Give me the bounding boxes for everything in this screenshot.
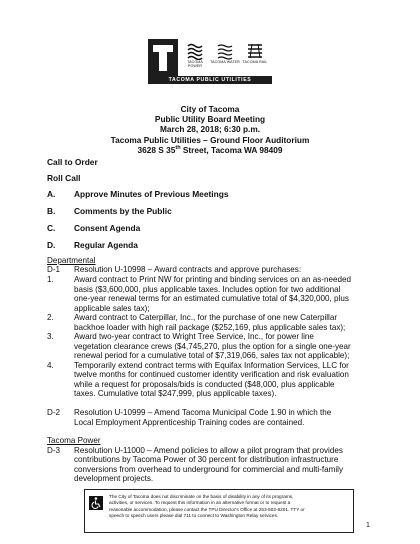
item-public-comments: Comments by the Public xyxy=(74,206,172,216)
departmental-heading: Departmental xyxy=(47,256,96,265)
notice-line: reasonable accommodation, please contact the TPU Director's Office at 253-502-8201. TTY or xyxy=(109,506,305,512)
sub-item-line: Temporarily extend contract terms with Equifax Information Services, LLC for xyxy=(74,360,349,370)
water-label: TACOMA WATER xyxy=(210,60,240,64)
notice-line: speech to speech users please dial 711 to connect to Washington Relay services. xyxy=(109,512,279,518)
sub-number: 3. xyxy=(47,332,54,341)
sub-item-line: Award contract to Caterpillar, Inc., for the purchase of one new Caterpillar xyxy=(74,313,338,322)
item-letter: C. xyxy=(47,223,56,233)
sub-number: 2. xyxy=(47,313,54,322)
water-logo xyxy=(210,39,240,76)
page-number: 1 xyxy=(366,522,370,529)
d1-title: Resolution U-10998 – Award contracts and approve purchases: xyxy=(74,265,302,274)
meeting-address: 3628 S 35th Street, Tacoma WA 98409 xyxy=(137,144,283,155)
item-letter: D. xyxy=(47,240,56,250)
sub-item-line: basis ($3,600,000, plus applicable taxes. Includes option for two additional xyxy=(74,284,341,294)
rail-label: TACOMA RAIL xyxy=(242,60,268,64)
call-to-order: Call to Order xyxy=(47,157,98,167)
sub-item-line: taxes. Cumulative total $247,999, plus applicable taxes). xyxy=(74,389,277,398)
accessibility-text xyxy=(109,494,349,519)
water-waves-icon xyxy=(216,42,234,60)
t-logo-mark xyxy=(148,39,178,76)
d3-label: D-3 xyxy=(47,445,61,455)
sub-item-line: one-year renewal terms for an estimated cumulative total of $4,320,000, plus xyxy=(74,294,349,303)
meeting-title: Public Utility Board Meeting xyxy=(154,114,266,125)
item-approve-minutes: Approve Minutes of Previous Meetings xyxy=(74,189,229,199)
d1-label: D-1 xyxy=(47,265,61,274)
rail-tracks-icon xyxy=(246,42,264,60)
rail-logo xyxy=(240,39,270,76)
sub-item-line: Award contract to Print NW for printing and binding services on an as-needed xyxy=(74,275,351,284)
d2-line: Resolution U-10999 – Amend Tacoma Municipal Code 1.90 in which the xyxy=(74,408,332,417)
item-regular-agenda: Regular Agenda xyxy=(74,240,138,250)
meeting-header xyxy=(0,104,420,155)
d2-label: D-2 xyxy=(47,408,61,417)
meeting-location: Tacoma Public Utilities – Ground Floor Auditorium xyxy=(110,134,310,145)
tacoma-power-heading: Tacoma Power xyxy=(47,436,101,445)
meeting-date: March 28, 2018; 6:30 p.m. xyxy=(159,124,261,135)
notice-line: activities, or services. To request this information in an alternative format or to request a xyxy=(109,500,291,506)
sub-item-line: while a request for proposals/bids is conducted ($48,000, plus applicable xyxy=(74,379,335,389)
d3-line: conversions from overhead to underground for commercial and multi-family xyxy=(74,464,344,474)
item-letter: A. xyxy=(47,189,56,199)
sub-number: 4. xyxy=(47,360,54,370)
d3-line: Resolution U-11000 – Amend policies to allow a pilot program that provides xyxy=(74,445,343,455)
wheelchair-icon xyxy=(89,496,103,510)
d3-line: contributions by Tacoma Power of 30 percent for distribution infrastructure xyxy=(74,455,339,464)
sub-number: 1. xyxy=(47,275,54,284)
sub-item-line: vegetation clearance crews ($4,745,270, plus the option for a single one-year xyxy=(74,341,351,351)
roll-call: Roll Call xyxy=(47,173,81,183)
power-label: TACOMA POWER xyxy=(187,60,203,68)
sub-item-line: backhoe loader with high rail package ($252,169, plus applicable sales tax); xyxy=(74,322,346,332)
tacoma-public-utilities-logo xyxy=(148,39,272,76)
notice-line: The City of Tacoma does not discriminate on the basis of disability in any of its programs, xyxy=(109,494,294,499)
power-logo xyxy=(180,39,210,76)
item-letter: B. xyxy=(47,206,56,216)
d2-line: Local Employment Apprenticeship Training codes are contained. xyxy=(74,417,305,427)
sub-item-line: twelve months for continued customer identity verification and risk evaluation xyxy=(74,370,349,379)
sub-item-line: applicable sales tax); xyxy=(74,303,150,313)
sub-item-line: renewal period for a cumulative total of $7,319,066, sales tax not applicable); xyxy=(74,351,350,360)
city-name: City of Tacoma xyxy=(180,104,240,114)
d3-line: development projects. xyxy=(74,474,154,483)
logo-bar: TACOMA PUBLIC UTILITIES xyxy=(148,76,272,84)
item-consent-agenda: Consent Agenda xyxy=(74,223,141,233)
accessibility-notice xyxy=(84,489,354,533)
sub-item-line: Award two-year contract to Wright Tree Service, Inc., for power line xyxy=(74,332,314,341)
power-waves-icon xyxy=(186,42,204,60)
